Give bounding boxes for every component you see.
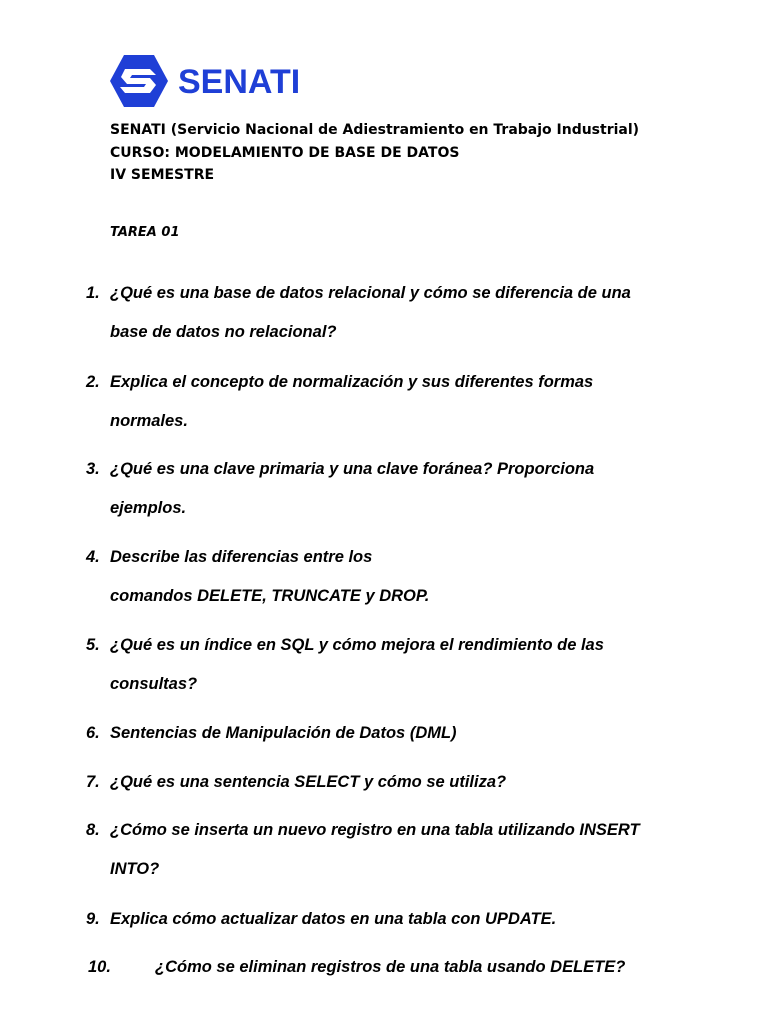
question-number: 1. bbox=[86, 284, 100, 302]
question-text-cont: comandos DELETE, TRUNCATE y DROP. bbox=[110, 587, 430, 605]
question-number: 6. bbox=[86, 724, 100, 742]
question-number: 8. bbox=[86, 821, 100, 839]
question-text: ¿Cómo se inserta un nuevo registro en una tabla utilizando INSERT bbox=[110, 821, 640, 839]
question-text-cont: consultas? bbox=[110, 675, 198, 693]
senati-logo bbox=[110, 55, 310, 107]
document-header bbox=[110, 119, 639, 187]
question-text: ¿Qué es una clave primaria y una clave foránea? Proporciona bbox=[110, 460, 595, 478]
question-text-cont: INTO? bbox=[110, 860, 160, 878]
question-number: 4. bbox=[86, 548, 100, 566]
question-text-cont: normales. bbox=[110, 412, 188, 430]
question-text: ¿Cómo se eliminan registros de una tabla usando DELETE? bbox=[155, 958, 626, 976]
question-number: 10. bbox=[88, 958, 111, 976]
header-org-fullname: (Servicio Nacional de Adiestramiento en Trabajo Industrial) bbox=[170, 122, 640, 138]
question-text-cont: ejemplos. bbox=[110, 499, 187, 517]
logo-wordmark: SENATI bbox=[178, 63, 301, 101]
header-course: CURSO: MODELAMIENTO DE BASE DE DATOS bbox=[110, 144, 460, 161]
question-text: Sentencias de Manipulación de Datos (DML) bbox=[110, 724, 457, 742]
question-text: Explica el concepto de normalización y sus diferentes formas bbox=[110, 373, 594, 391]
question-text: Describe las diferencias entre los bbox=[110, 548, 373, 566]
question-text-cont: base de datos no relacional? bbox=[110, 323, 337, 341]
header-org-name: SENATI bbox=[110, 122, 166, 138]
task-label: TAREA 01 bbox=[110, 225, 180, 240]
question-number: 9. bbox=[86, 910, 100, 928]
question-number: 7. bbox=[86, 773, 100, 791]
question-text: ¿Qué es un índice en SQL y cómo mejora el rendimiento de las bbox=[110, 636, 604, 654]
senati-logo-icon bbox=[110, 55, 310, 107]
question-text: ¿Qué es una sentencia SELECT y cómo se utiliza? bbox=[110, 773, 507, 791]
question-number: 2. bbox=[86, 373, 100, 391]
header-line-1 bbox=[110, 119, 639, 142]
question-text: Explica cómo actualizar datos en una tabla con UPDATE. bbox=[110, 910, 557, 928]
question-number: 3. bbox=[86, 460, 100, 478]
question-number: 5. bbox=[86, 636, 100, 654]
question-text: ¿Qué es una base de datos relacional y cómo se diferencia de una bbox=[110, 284, 631, 302]
header-semester: IV SEMESTRE bbox=[110, 167, 215, 183]
